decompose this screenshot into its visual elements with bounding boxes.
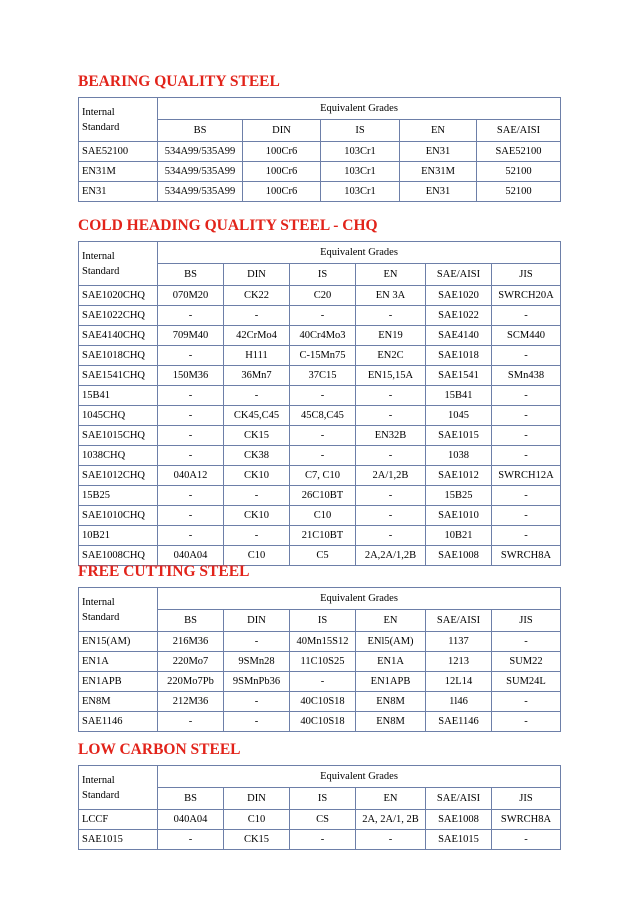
equivalent-cell: 15B25 [426,486,492,506]
equivalent-cell: CS [290,810,356,830]
bearing-title: BEARING QUALITY STEEL [78,73,280,90]
equivalent-cell: SUM22 [492,652,561,672]
equivalent-cell: 534A99/535A99 [158,182,243,202]
grade-cell: SAE1541CHQ [79,366,158,386]
grade-cell: EN31M [79,162,158,182]
grade-cell: 15B41 [79,386,158,406]
equivalent-cell: 103Cr1 [321,162,400,182]
equivalent-cell: SWRCH8A [492,546,561,566]
equivalent-cell: - [492,446,561,466]
chq-title: COLD HEADING QUALITY STEEL - CHQ [78,217,378,234]
equivalent-cell: 220Mo7 [158,652,224,672]
equivalent-cell: SAE1146 [426,712,492,732]
chq-section [78,217,560,566]
equivalent-cell: - [158,830,224,850]
equivalent-cell: 220Mo7Pb [158,672,224,692]
equivalent-cell: - [356,386,426,406]
equivalent-cell: - [290,446,356,466]
equivalent-cell: - [492,346,561,366]
table-row [79,326,561,346]
equivalent-grades-header: Equivalent Grades [158,766,561,788]
equivalent-cell: 150M36 [158,366,224,386]
column-header: EN [356,788,426,810]
table-row [79,406,561,426]
internal-standard-header: Internal Standard [79,766,158,810]
equivalent-cell: 1137 [426,632,492,652]
equivalent-cell: SAE52100 [477,142,561,162]
equivalent-cell: CK15 [224,830,290,850]
internal-standard-header: Internal Standard [79,242,158,286]
equivalent-cell: 040A04 [158,810,224,830]
table-row [79,182,561,202]
equivalent-cell: - [290,426,356,446]
equivalent-cell: SAE1541 [426,366,492,386]
equivalent-cell: SWRCH8A [492,810,561,830]
table-row [79,830,561,850]
column-header: IS [290,264,356,286]
column-header: IS [321,120,400,142]
equivalent-cell: 40Mn15S12 [290,632,356,652]
column-header: DIN [224,610,290,632]
free-table-body [79,588,561,732]
header-row [79,242,561,264]
equivalent-cell: 37C15 [290,366,356,386]
equivalent-cell: C-15Mn75 [290,346,356,366]
equivalent-cell: - [158,526,224,546]
equivalent-cell: 42CrMo4 [224,326,290,346]
grade-cell: EN1APB [79,672,158,692]
equivalent-cell: - [290,306,356,326]
equivalent-cell: - [492,486,561,506]
equivalent-cell: - [158,486,224,506]
equivalent-cell: - [158,406,224,426]
equivalent-cell: 2A, 2A/1, 2B [356,810,426,830]
bearing-table-body [79,98,561,202]
equivalent-cell: - [224,306,290,326]
chq-table [78,241,561,566]
grade-cell: EN1A [79,652,158,672]
header-row [79,98,561,120]
equivalent-cell: SMn438 [492,366,561,386]
low-table-body [79,766,561,850]
equivalent-cell: CK22 [224,286,290,306]
equivalent-cell: SUM24L [492,672,561,692]
column-header: JIS [492,264,561,286]
equivalent-cell: 100Cr6 [243,162,321,182]
equivalent-cell: SAE1015 [426,426,492,446]
column-header: DIN [224,264,290,286]
equivalent-cell: - [158,426,224,446]
table-row [79,426,561,446]
equivalent-cell: - [224,692,290,712]
equivalent-cell: SAE1022 [426,306,492,326]
equivalent-cell: 40Cr4Mo3 [290,326,356,346]
equivalent-cell: - [492,426,561,446]
equivalent-cell: - [158,346,224,366]
equivalent-cell: CK15 [224,426,290,446]
free-title: FREE CUTTING STEEL [78,563,250,580]
grade-cell: EN15(AM) [79,632,158,652]
equivalent-cell: EN15,15A [356,366,426,386]
grade-cell: SAE1012CHQ [79,466,158,486]
equivalent-cell: 103Cr1 [321,182,400,202]
column-header: EN [400,120,477,142]
grade-cell: 1045CHQ [79,406,158,426]
column-header: EN [356,264,426,286]
equivalent-cell: - [492,712,561,732]
equivalent-cell: EN19 [356,326,426,346]
equivalent-cell: CK38 [224,446,290,466]
chq-table-body [79,242,561,566]
equivalent-cell: - [492,406,561,426]
equivalent-cell: 12L14 [426,672,492,692]
equivalent-cell: - [158,446,224,466]
header-row [79,766,561,788]
equivalent-cell: EN1A [356,652,426,672]
column-header: SAE/AISI [477,120,561,142]
table-row [79,652,561,672]
equivalent-cell: EN8M [356,692,426,712]
equivalent-cell: SWRCH20A [492,286,561,306]
bearing-table [78,97,561,202]
equivalent-cell: SAE1008 [426,810,492,830]
column-header: BS [158,788,224,810]
equivalent-cell: 1038 [426,446,492,466]
equivalent-cell: 534A99/535A99 [158,162,243,182]
equivalent-cell: 040A12 [158,466,224,486]
table-row [79,526,561,546]
header-row [79,588,561,610]
equivalent-cell: 52100 [477,162,561,182]
equivalent-cell: - [492,692,561,712]
equivalent-cell: 212M36 [158,692,224,712]
equivalent-cell: SAE1008 [426,546,492,566]
table-row [79,632,561,652]
equivalent-cell: EN32B [356,426,426,446]
grade-cell: 1038CHQ [79,446,158,466]
table-row [79,692,561,712]
equivalent-cell: 2A,2A/1,2B [356,546,426,566]
equivalent-cell: 36Mn7 [224,366,290,386]
grade-cell: SAE1015CHQ [79,426,158,446]
grade-cell: SAE4140CHQ [79,326,158,346]
column-header: IS [290,788,356,810]
grade-cell: SAE52100 [79,142,158,162]
equivalent-cell: 40C10S18 [290,712,356,732]
internal-standard-header: Internal Standard [79,98,158,142]
equivalent-cell: - [158,386,224,406]
equivalent-cell: 040A04 [158,546,224,566]
grade-cell: LCCF [79,810,158,830]
equivalent-cell: ENl5(AM) [356,632,426,652]
equivalent-cell: C10 [224,810,290,830]
equivalent-cell: H111 [224,346,290,366]
grade-cell: 10B21 [79,526,158,546]
equivalent-cell: EN31 [400,182,477,202]
internal-standard-header: Internal Standard [79,588,158,632]
equivalent-cell: 15B41 [426,386,492,406]
equivalent-cell: 103Cr1 [321,142,400,162]
equivalent-grades-header: Equivalent Grades [158,588,561,610]
equivalent-cell: CK45,C45 [224,406,290,426]
table-row [79,142,561,162]
equivalent-cell: - [224,386,290,406]
column-header: JIS [492,788,561,810]
equivalent-cell: - [492,632,561,652]
low-table [78,765,561,850]
equivalent-cell: - [158,712,224,732]
equivalent-cell: C7, C10 [290,466,356,486]
equivalent-cell: 52100 [477,182,561,202]
equivalent-cell: 11C10S25 [290,652,356,672]
equivalent-cell: 100Cr6 [243,142,321,162]
equivalent-cell: SAE1010 [426,506,492,526]
grade-cell: SAE1146 [79,712,158,732]
equivalent-cell: EN 3A [356,286,426,306]
equivalent-cell: CK10 [224,506,290,526]
equivalent-cell: - [158,306,224,326]
column-header: DIN [224,788,290,810]
grade-cell: EN8M [79,692,158,712]
grade-cell: EN31 [79,182,158,202]
equivalent-cell: SAE1015 [426,830,492,850]
table-row [79,466,561,486]
column-header: SAE/AISI [426,610,492,632]
equivalent-cell: C5 [290,546,356,566]
equivalent-cell: - [356,406,426,426]
equivalent-cell: - [492,506,561,526]
equivalent-cell: SWRCH12A [492,466,561,486]
equivalent-cell: - [290,386,356,406]
equivalent-grades-header: Equivalent Grades [158,98,561,120]
column-header: SAE/AISI [426,264,492,286]
equivalent-cell: - [356,526,426,546]
equivalent-cell: 9SMn28 [224,652,290,672]
free-section [78,563,560,732]
column-header: IS [290,610,356,632]
grade-cell: SAE1010CHQ [79,506,158,526]
table-row [79,162,561,182]
grade-cell: SAE1015 [79,830,158,850]
table-row [79,306,561,326]
equivalent-cell: C10 [224,546,290,566]
equivalent-cell: EN2C [356,346,426,366]
free-table [78,587,561,732]
equivalent-cell: - [290,672,356,692]
table-row [79,366,561,386]
equivalent-cell: 40C10S18 [290,692,356,712]
equivalent-cell: 709M40 [158,326,224,346]
equivalent-cell: 21C10BT [290,526,356,546]
column-header: EN [356,610,426,632]
equivalent-cell: - [224,486,290,506]
equivalent-cell: - [356,486,426,506]
table-row [79,506,561,526]
equivalent-cell: - [356,506,426,526]
low-section [78,741,560,850]
equivalent-cell: 216M36 [158,632,224,652]
column-header: BS [158,610,224,632]
equivalent-cell: EN31 [400,142,477,162]
equivalent-cell: - [356,446,426,466]
equivalent-cell: 1213 [426,652,492,672]
equivalent-cell: EN1APB [356,672,426,692]
grade-cell: SAE1022CHQ [79,306,158,326]
table-row [79,486,561,506]
equivalent-cell: - [492,306,561,326]
grade-cell: 15B25 [79,486,158,506]
equivalent-cell: 1045 [426,406,492,426]
equivalent-cell: - [492,526,561,546]
equivalent-cell: C20 [290,286,356,306]
equivalent-grades-header: Equivalent Grades [158,242,561,264]
equivalent-cell: 45C8,C45 [290,406,356,426]
table-row [79,346,561,366]
equivalent-cell: 070M20 [158,286,224,306]
table-row [79,672,561,692]
column-header: DIN [243,120,321,142]
column-header: JIS [492,610,561,632]
table-row [79,810,561,830]
equivalent-cell: SAE1018 [426,346,492,366]
equivalent-cell: EN8M [356,712,426,732]
equivalent-cell: 26C10BT [290,486,356,506]
column-header: BS [158,264,224,286]
equivalent-cell: - [224,712,290,732]
equivalent-cell: SAE4140 [426,326,492,346]
equivalent-cell: - [356,830,426,850]
column-header: SAE/AISI [426,788,492,810]
table-row [79,446,561,466]
equivalent-cell: SCM440 [492,326,561,346]
equivalent-cell: 1l46 [426,692,492,712]
equivalent-cell: - [492,830,561,850]
equivalent-cell: - [224,632,290,652]
equivalent-cell: EN31M [400,162,477,182]
grade-cell: SAE1018CHQ [79,346,158,366]
table-row [79,286,561,306]
equivalent-cell: 100Cr6 [243,182,321,202]
equivalent-cell: 9SMnPb36 [224,672,290,692]
equivalent-cell: SAE1012 [426,466,492,486]
equivalent-cell: C10 [290,506,356,526]
equivalent-cell: SAE1020 [426,286,492,306]
equivalent-cell: - [290,830,356,850]
low-title: LOW CARBON STEEL [78,741,241,758]
table-row [79,712,561,732]
bearing-section [78,73,560,202]
grade-cell: SAE1008CHQ [79,546,158,566]
equivalent-cell: - [356,306,426,326]
equivalent-cell: - [492,386,561,406]
equivalent-cell: - [158,506,224,526]
equivalent-cell: 10B21 [426,526,492,546]
equivalent-cell: - [224,526,290,546]
equivalent-cell: CK10 [224,466,290,486]
table-row [79,386,561,406]
grade-cell: SAE1020CHQ [79,286,158,306]
equivalent-cell: 534A99/535A99 [158,142,243,162]
equivalent-cell: 2A/1,2B [356,466,426,486]
column-header: BS [158,120,243,142]
